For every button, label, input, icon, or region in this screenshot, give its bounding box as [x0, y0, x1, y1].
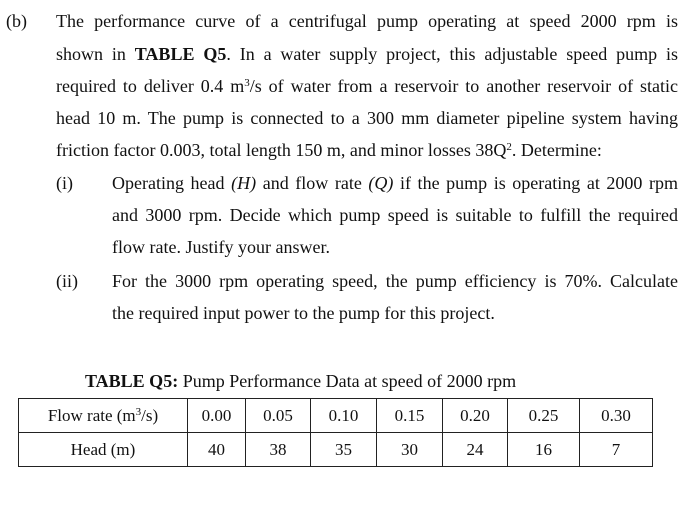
head-header: Head (m) — [19, 433, 188, 467]
intro-text-3b: /s of water from a reservoir to another reservoir of static — [249, 76, 678, 96]
intro-text-3a: required to deliver 0.4 m — [56, 76, 245, 96]
sub-i-text-2: and 3000 rpm. Decide which pump speed is suitable to fulfill the required — [112, 205, 678, 225]
flow-rate-header-text: Flow rate (m — [47, 405, 136, 425]
table-cell: 0.05 — [246, 399, 311, 433]
intro-line-1 — [56, 10, 678, 32]
flow-rate-header-unit: /s) — [141, 405, 159, 425]
sub-question-ii-label: (ii) — [56, 271, 78, 291]
table-cell: 0.20 — [443, 399, 508, 433]
table-title-label: TABLE Q5: — [85, 371, 179, 391]
intro-text-5a: friction factor 0.003, total length 150 m, and minor losses 38Q — [56, 140, 507, 160]
intro-line-5 — [56, 139, 602, 161]
sub-i-text-c: and flow rate — [256, 173, 369, 193]
table-cell: 0.15 — [377, 399, 443, 433]
sub-i-text-3: flow rate. Justify your answer. — [112, 237, 330, 257]
sub-question-i-line-1 — [112, 172, 678, 194]
table-title-text: Pump Performance Data at speed of 2000 rpm — [178, 371, 517, 391]
table-cell: 0.10 — [311, 399, 377, 433]
table-reference: TABLE Q5 — [134, 44, 227, 64]
part-label: (b) — [6, 11, 27, 31]
sub-i-text-a: Operating head — [112, 173, 232, 193]
sub-ii-text-1: For the 3000 rpm operating speed, the pump efficiency is 70%. Calculate — [112, 271, 678, 291]
sub-question-i-line-3 — [112, 236, 330, 258]
intro-line-2 — [56, 43, 678, 65]
intro-text-4: head 10 m. The pump is connected to a 300 mm diameter pipeline system having — [56, 108, 678, 128]
sub-question-ii-line-1 — [112, 270, 678, 292]
cubic-superscript: 3 — [244, 77, 250, 89]
table-cell: 40 — [188, 433, 246, 467]
intro-text-2a: shown in — [56, 44, 126, 64]
intro-text-5b: . Determine: — [511, 140, 602, 160]
sub-i-symbol-q: (Q) — [368, 173, 394, 193]
table-cell: 35 — [311, 433, 377, 467]
flow-rate-header-superscript: 3 — [135, 405, 142, 418]
intro-text-2b: . In a water supply project, this adjustable speed pump is — [226, 44, 678, 64]
table-cell: 0.30 — [580, 399, 653, 433]
sub-question-i-line-2 — [112, 204, 678, 226]
table-row-flow-rate — [19, 399, 653, 433]
flow-rate-header — [19, 399, 188, 433]
table-cell: 24 — [443, 433, 508, 467]
table-cell: 16 — [508, 433, 580, 467]
table-title — [85, 370, 516, 392]
intro-line-4 — [56, 107, 678, 129]
table-cell: 0.00 — [188, 399, 246, 433]
sub-i-text-e: if the pump is operating at 2000 rpm — [393, 173, 679, 193]
table-row-head — [19, 433, 653, 467]
sub-ii-text-2: the required input power to the pump for this project. — [112, 303, 495, 323]
table-cell: 0.25 — [508, 399, 580, 433]
intro-line-3 — [56, 75, 678, 97]
table-cell: 7 — [580, 433, 653, 467]
sub-i-symbol-h: (H) — [231, 173, 257, 193]
pump-performance-table — [18, 398, 653, 467]
intro-text-1: The performance curve of a centrifugal pump operating at speed 2000 rpm is — [56, 11, 678, 31]
squared-superscript: 2 — [506, 141, 512, 153]
table-cell: 30 — [377, 433, 443, 467]
sub-question-ii-line-2 — [112, 302, 495, 324]
table-cell: 38 — [246, 433, 311, 467]
sub-question-i-label: (i) — [56, 173, 73, 193]
